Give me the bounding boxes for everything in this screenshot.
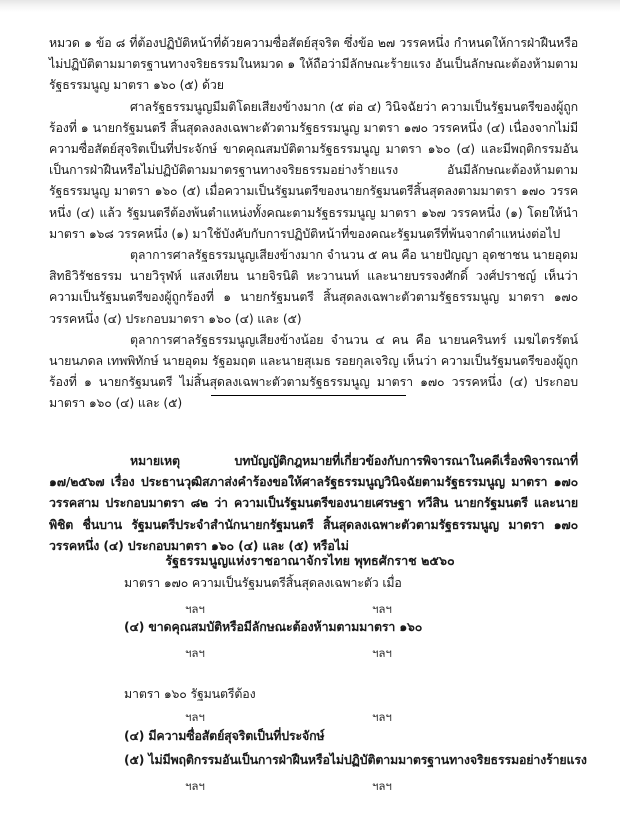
section-170-heading: มาตรา ๑๗๐ ความเป็นรัฐมนตรีสิ้นสุดลงเฉพาะตัว เมื่อ (124, 575, 402, 590)
paragraph-court-ruling: ศาลรัฐธรรมนูญมีมติโดยเสียงข้างมาก (๕ ต่อ ๔) วินิจฉัยว่า ความเป็นรัฐมนตรีของผู้ถูกร้องที่ ๑ นายกรัฐมนตรี สิ้นสุดลงลงเฉพาะตัวตามรัฐธรรมนูญ มาตรา ๑๗๐ วรรคหนึ่ง (๔) เนื่องจากไม่มีความซื่อสัตย์สุจริตเป็นที่ประจักษ์ ขาดคุณสมบัติตามรัฐธรรมนูญ มาตรา ๑๖๐ (๔) และมีพฤติกรรมอันเป็นการฝ่าฝืนหรือไม่ปฏิบัติตามมาตรฐานทางจริยธรรมอย่างร้ายแรง อันมีลักษณะต้องห้ามตามรัฐธรรมนูญ มาตรา ๑๖๐ (๕) เมื่อความเป็นรัฐมนตรีของนายกรัฐมนตรีสิ้นสุดลงตามมาตรา ๑๗๐ วรรคหนึ่ง (๔) แล้ว รัฐมนตรีต้องพ้นตำแหน่งทั้งคณะตามรัฐธรรมนูญ มาตรา ๑๖๗ วรรคหนึ่ง (๑) โดยให้นำมาตรา ๑๖๘ วรรคหนึ่ง (๑) มาใช้บังคับกับการปฏิบัติหน้าที่ของคณะรัฐมนตรีที่พ้นจากตำแหน่งต่อไป (49, 98, 578, 241)
paragraph-minority-judges: ตุลาการศาลรัฐธรรมนูญเสียงข้างน้อย จำนวน ๔ คน คือ นายนครินทร์ เมฆไตรรัตน์ นายนภดล เทพพิทักษ์ นายอุดม รัฐอมฤต และนายสุเมธ รอยกุลเจริญ เห็นว่า ความเป็นรัฐมนตรีของผู้ถูกร้องที่ ๑ นายกรัฐมนตรี ไม่สิ้นสุดลงเฉพาะตัวตามรัฐธรรมนูญ มาตรา ๑๗๐ วรรคหนึ่ง (๔) ประกอบมาตรา ๑๖๐ (๔) และ (๕) (49, 331, 578, 411)
ellipsis-marker: ฯลฯ (185, 646, 205, 660)
scroll-shadow (0, 0, 620, 12)
ellipsis-marker: ฯลฯ (185, 602, 205, 616)
ellipsis-marker: ฯลฯ (372, 710, 392, 724)
ellipsis-marker: ฯลฯ (372, 646, 392, 660)
paragraph-majority-judges: ตุลาการศาลรัฐธรรมนูญเสียงข้างมาก จำนวน ๕ คน คือ นายปัญญา อุดชาชน นายอุดม สิทธิวิรัชธรรม นายวิรุฬห์ แสงเทียน นายจิรนิติ หะวานนท์ และนายบรรจงศักดิ์ วงศ์ปราชญ์ เห็นว่า ความเป็นรัฐมนตรีของผู้ถูกร้องที่ ๑ นายกรัฐมนตรี สิ้นสุดลงเฉพาะตัวตามรัฐธรรมนูญ มาตรา ๑๗๐ วรรคหนึ่ง (๔) ประกอบมาตรา ๑๖๐ (๔) และ (๕) (49, 247, 578, 326)
note-paragraph: หมายเหตุ บทบัญญัติกฎหมายที่เกี่ยวข้องกับการพิจารณาในคดีเรื่องพิจารณาที่ ๑๗/๒๕๖๗ เรื่อง ประธานวุฒิสภาส่งคำร้องขอให้ศาลรัฐธรรมนูญวินิจฉัยตามรัฐธรรมนูญ มาตรา ๑๗๐ วรรคสาม ประกอบมาตรา ๘๒ ว่า ความเป็นรัฐมนตรีของนายเศรษฐา ทวีสิน นายกรัฐมนตรี และนายพิชิต ชื่นบาน รัฐมนตรีประจำสำนักนายกรัฐมนตรี สิ้นสุดลงเฉพาะตัวตามรัฐธรรมนูญ มาตรา ๑๗๐ วรรคหนึ่ง (๔) ประกอบมาตรา ๑๖๐ (๔) และ (๕) หรือไม่ (49, 453, 578, 553)
constitution-title: รัฐธรรมนูญแห่งราชอาณาจักรไทย พุทธศักราช ๒๕๖๐ (165, 553, 455, 568)
ellipsis-marker: ฯลฯ (185, 710, 205, 724)
section-170-item-4: (๔) ขาดคุณสมบัติหรือมีลักษณะต้องห้ามตามมาตรา ๑๖๐ (124, 619, 423, 634)
section-160-item-4: (๔) มีความซื่อสัตย์สุจริตเป็นที่ประจักษ์ (124, 728, 325, 743)
ellipsis-marker: ฯลฯ (372, 779, 392, 793)
ellipsis-marker: ฯลฯ (185, 779, 205, 793)
section-160-heading: มาตรา ๑๖๐ รัฐมนตรีต้อง (124, 686, 256, 701)
section-160-item-5: (๕) ไม่มีพฤติกรรมอันเป็นการฝ่าฝืนหรือไม่ปฏิบัติตามมาตรฐานทางจริยธรรมอย่างร้ายแรง (124, 752, 587, 767)
section-divider (211, 395, 406, 396)
paragraph-continuation: หมวด ๑ ข้อ ๘ ที่ต้องปฏิบัติหน้าที่ด้วยความซื่อสัตย์สุจริต ซึ่งข้อ ๒๗ วรรคหนึ่ง กำหนดให้การฝ่าฝืนหรือไม่ปฏิบัติตามมาตรฐานทางจริยธรรมในหมวด ๑ ให้ถือว่ามีลักษณะร้ายแรง อันเป็นลักษณะต้องห้ามตามรัฐธรรมนูญ มาตรา ๑๖๐ (๕) ด้วย (49, 35, 578, 93)
ellipsis-marker: ฯลฯ (372, 602, 392, 616)
document-body (49, 32, 578, 414)
note-section (49, 450, 578, 556)
